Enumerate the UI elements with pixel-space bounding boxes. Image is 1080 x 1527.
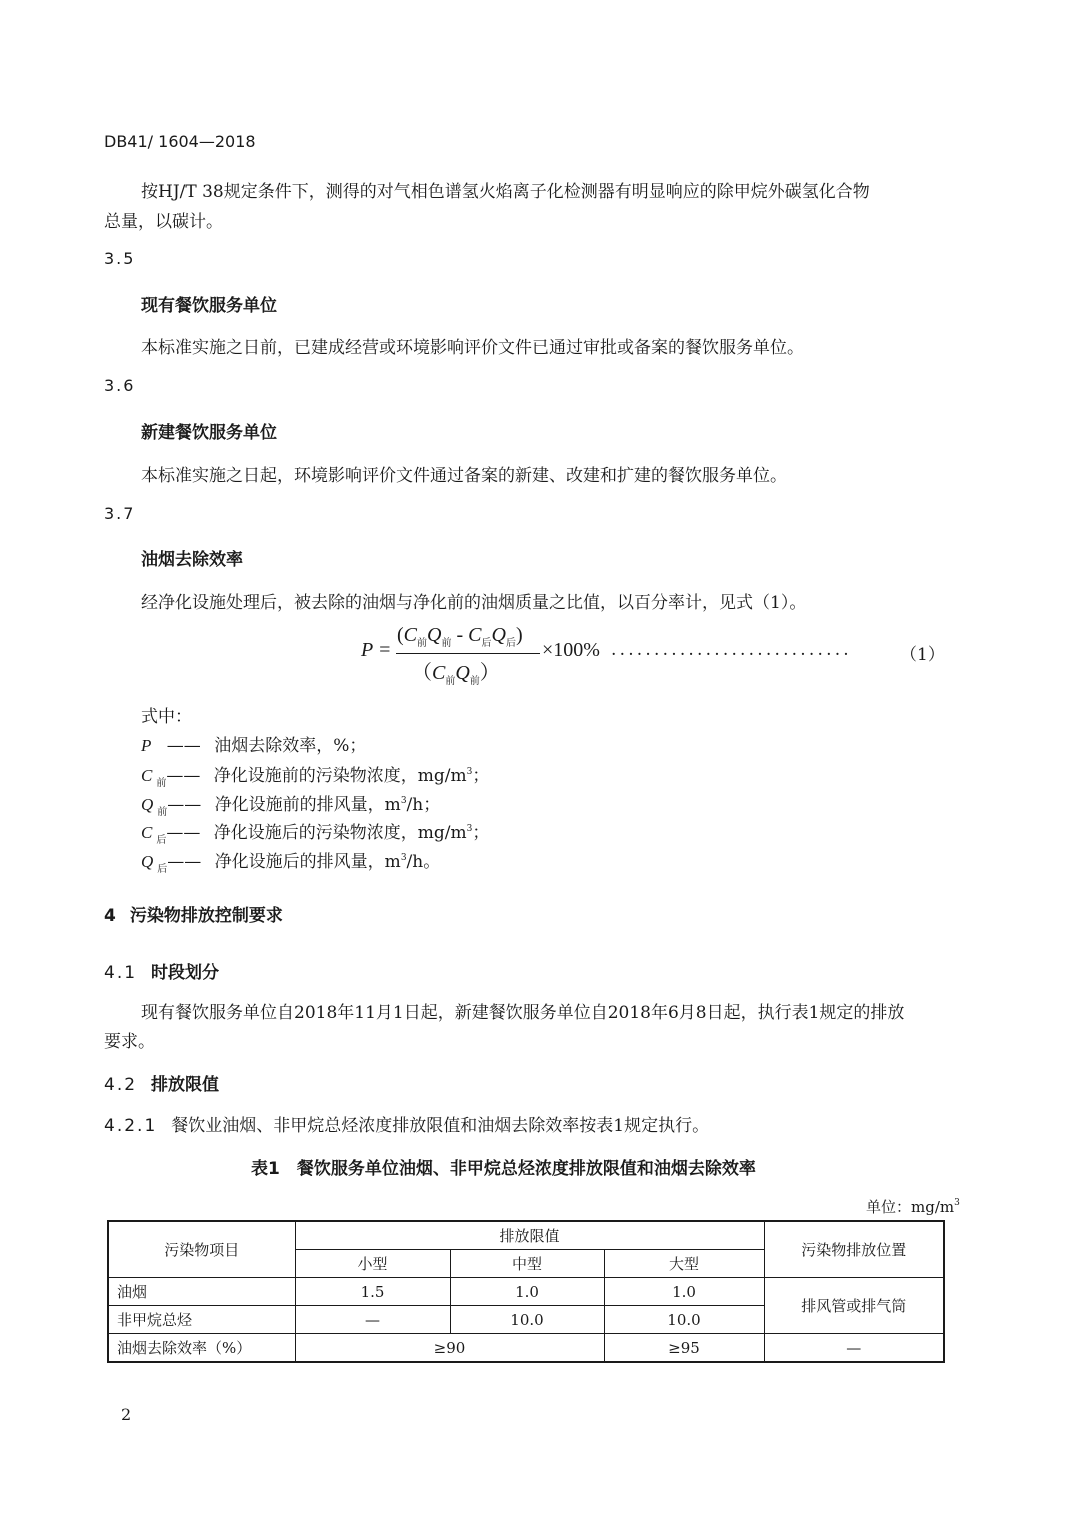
row-item: 非甲烷总烃: [108, 1306, 295, 1334]
definition-new-catering-unit: 本标准实施之日起，环境影响评价文件通过备案的新建、改建和扩建的餐饮服务单位。: [141, 466, 787, 486]
header-medium: 中型: [450, 1250, 604, 1278]
section-number-3-5: 3.5: [104, 249, 136, 268]
term-existing-catering-unit: 现有餐饮服务单位: [141, 296, 277, 316]
row-small: —: [295, 1306, 450, 1334]
formula-fraction-line: [396, 653, 540, 654]
table-row: [108, 1334, 944, 1363]
standard-code: DB41/ 1604—2018: [104, 132, 256, 151]
section-4-2-heading: 4.2 排放限值: [104, 1075, 220, 1095]
section-4-1-para-line1: 现有餐饮服务单位自2018年11月1日起，新建餐饮服务单位自2018年6月8日起，执行表1规定的排放: [141, 1003, 905, 1023]
chapter-4-heading: 4 污染物排放控制要求: [104, 906, 283, 926]
row-large: 10.0: [604, 1306, 764, 1334]
where-var-q-before: Q $_前$—— 净化设施前的排风量，$m^3/h$；: [141, 795, 441, 818]
where-var-p: P —— 油烟去除效率，%；: [141, 736, 367, 756]
row-location: —: [764, 1334, 944, 1363]
row-item: 油烟去除效率（%）: [108, 1334, 295, 1363]
section-number-3-6: 3.6: [104, 376, 136, 395]
row-small-medium: ≥90: [295, 1334, 604, 1363]
section-4-1-heading: 4.1 时段划分: [104, 963, 220, 983]
formula-times-100-percent: ×100%: [542, 639, 600, 661]
where-label: 式中：: [141, 707, 192, 727]
definition-fume-removal-efficiency: 经净化设施处理后，被去除的油烟与净化前的油烟质量之比值，以百分率计，见式（1）。: [141, 593, 807, 613]
section-4-1-para-line2: 要求。: [104, 1032, 155, 1052]
table-1: [107, 1220, 945, 1363]
table-1-unit-label: 单位：$mg/m^3$: [866, 1198, 960, 1216]
formula-equation-number: （1）: [900, 645, 945, 665]
formula-leader-dots: ............................: [611, 640, 852, 660]
row-medium: 1.0: [450, 1278, 604, 1306]
header-emission-location: 污染物排放位置: [764, 1221, 944, 1278]
header-small: 小型: [295, 1250, 450, 1278]
where-var-c-before: C $_前$—— 净化设施前的污染物浓度，$mg/m^3$；: [141, 766, 490, 789]
row-item: 油烟: [108, 1278, 295, 1306]
header-pollutant-item: 污染物项目: [108, 1221, 295, 1278]
header-emission-limit: 排放限值: [295, 1221, 764, 1250]
header-large: 大型: [604, 1250, 764, 1278]
formula-denominator: $(C_前Q_前)$: [412, 662, 500, 687]
intro-paragraph-line1: 按HJ/T 38规定条件下，测得的对气相色谱氢火焰离子化检测器有明显响应的除甲烷外碳氢化合物: [141, 182, 870, 202]
page-number: 2: [121, 1405, 132, 1424]
table-row: [108, 1278, 944, 1306]
row-large: 1.0: [604, 1278, 764, 1306]
section-number-3-7: 3.7: [104, 504, 136, 523]
where-var-c-after: C $_后$—— 净化设施后的污染物浓度，$mg/m^3$；: [141, 823, 490, 846]
intro-paragraph-line2: 总量，以碳计。: [104, 212, 223, 232]
term-fume-removal-efficiency: 油烟去除效率: [141, 550, 243, 570]
row-medium: 10.0: [450, 1306, 604, 1334]
formula-numerator: $(C_前Q_前 - C_后Q_后)$: [397, 624, 523, 649]
section-4-2-1-text: 4.2.1 餐饮业油烟、非甲烷总烃浓度排放限值和油烟去除效率按表1规定执行。: [104, 1116, 710, 1136]
table-1-caption: 表1 餐饮服务单位油烟、非甲烷总烃浓度排放限值和油烟去除效率: [251, 1159, 756, 1179]
row-shared-location: 排风管或排气筒: [764, 1278, 944, 1334]
row-small: 1.5: [295, 1278, 450, 1306]
where-var-q-after: Q $_后$—— 净化设施后的排风量，$m^3/h$。: [141, 852, 441, 875]
row-large: ≥95: [604, 1334, 764, 1363]
term-new-catering-unit: 新建餐饮服务单位: [141, 423, 277, 443]
definition-existing-catering-unit: 本标准实施之日前，已建成经营或环境影响评价文件已通过审批或备案的餐饮服务单位。: [141, 338, 804, 358]
formula-lhs: P =: [361, 639, 392, 661]
